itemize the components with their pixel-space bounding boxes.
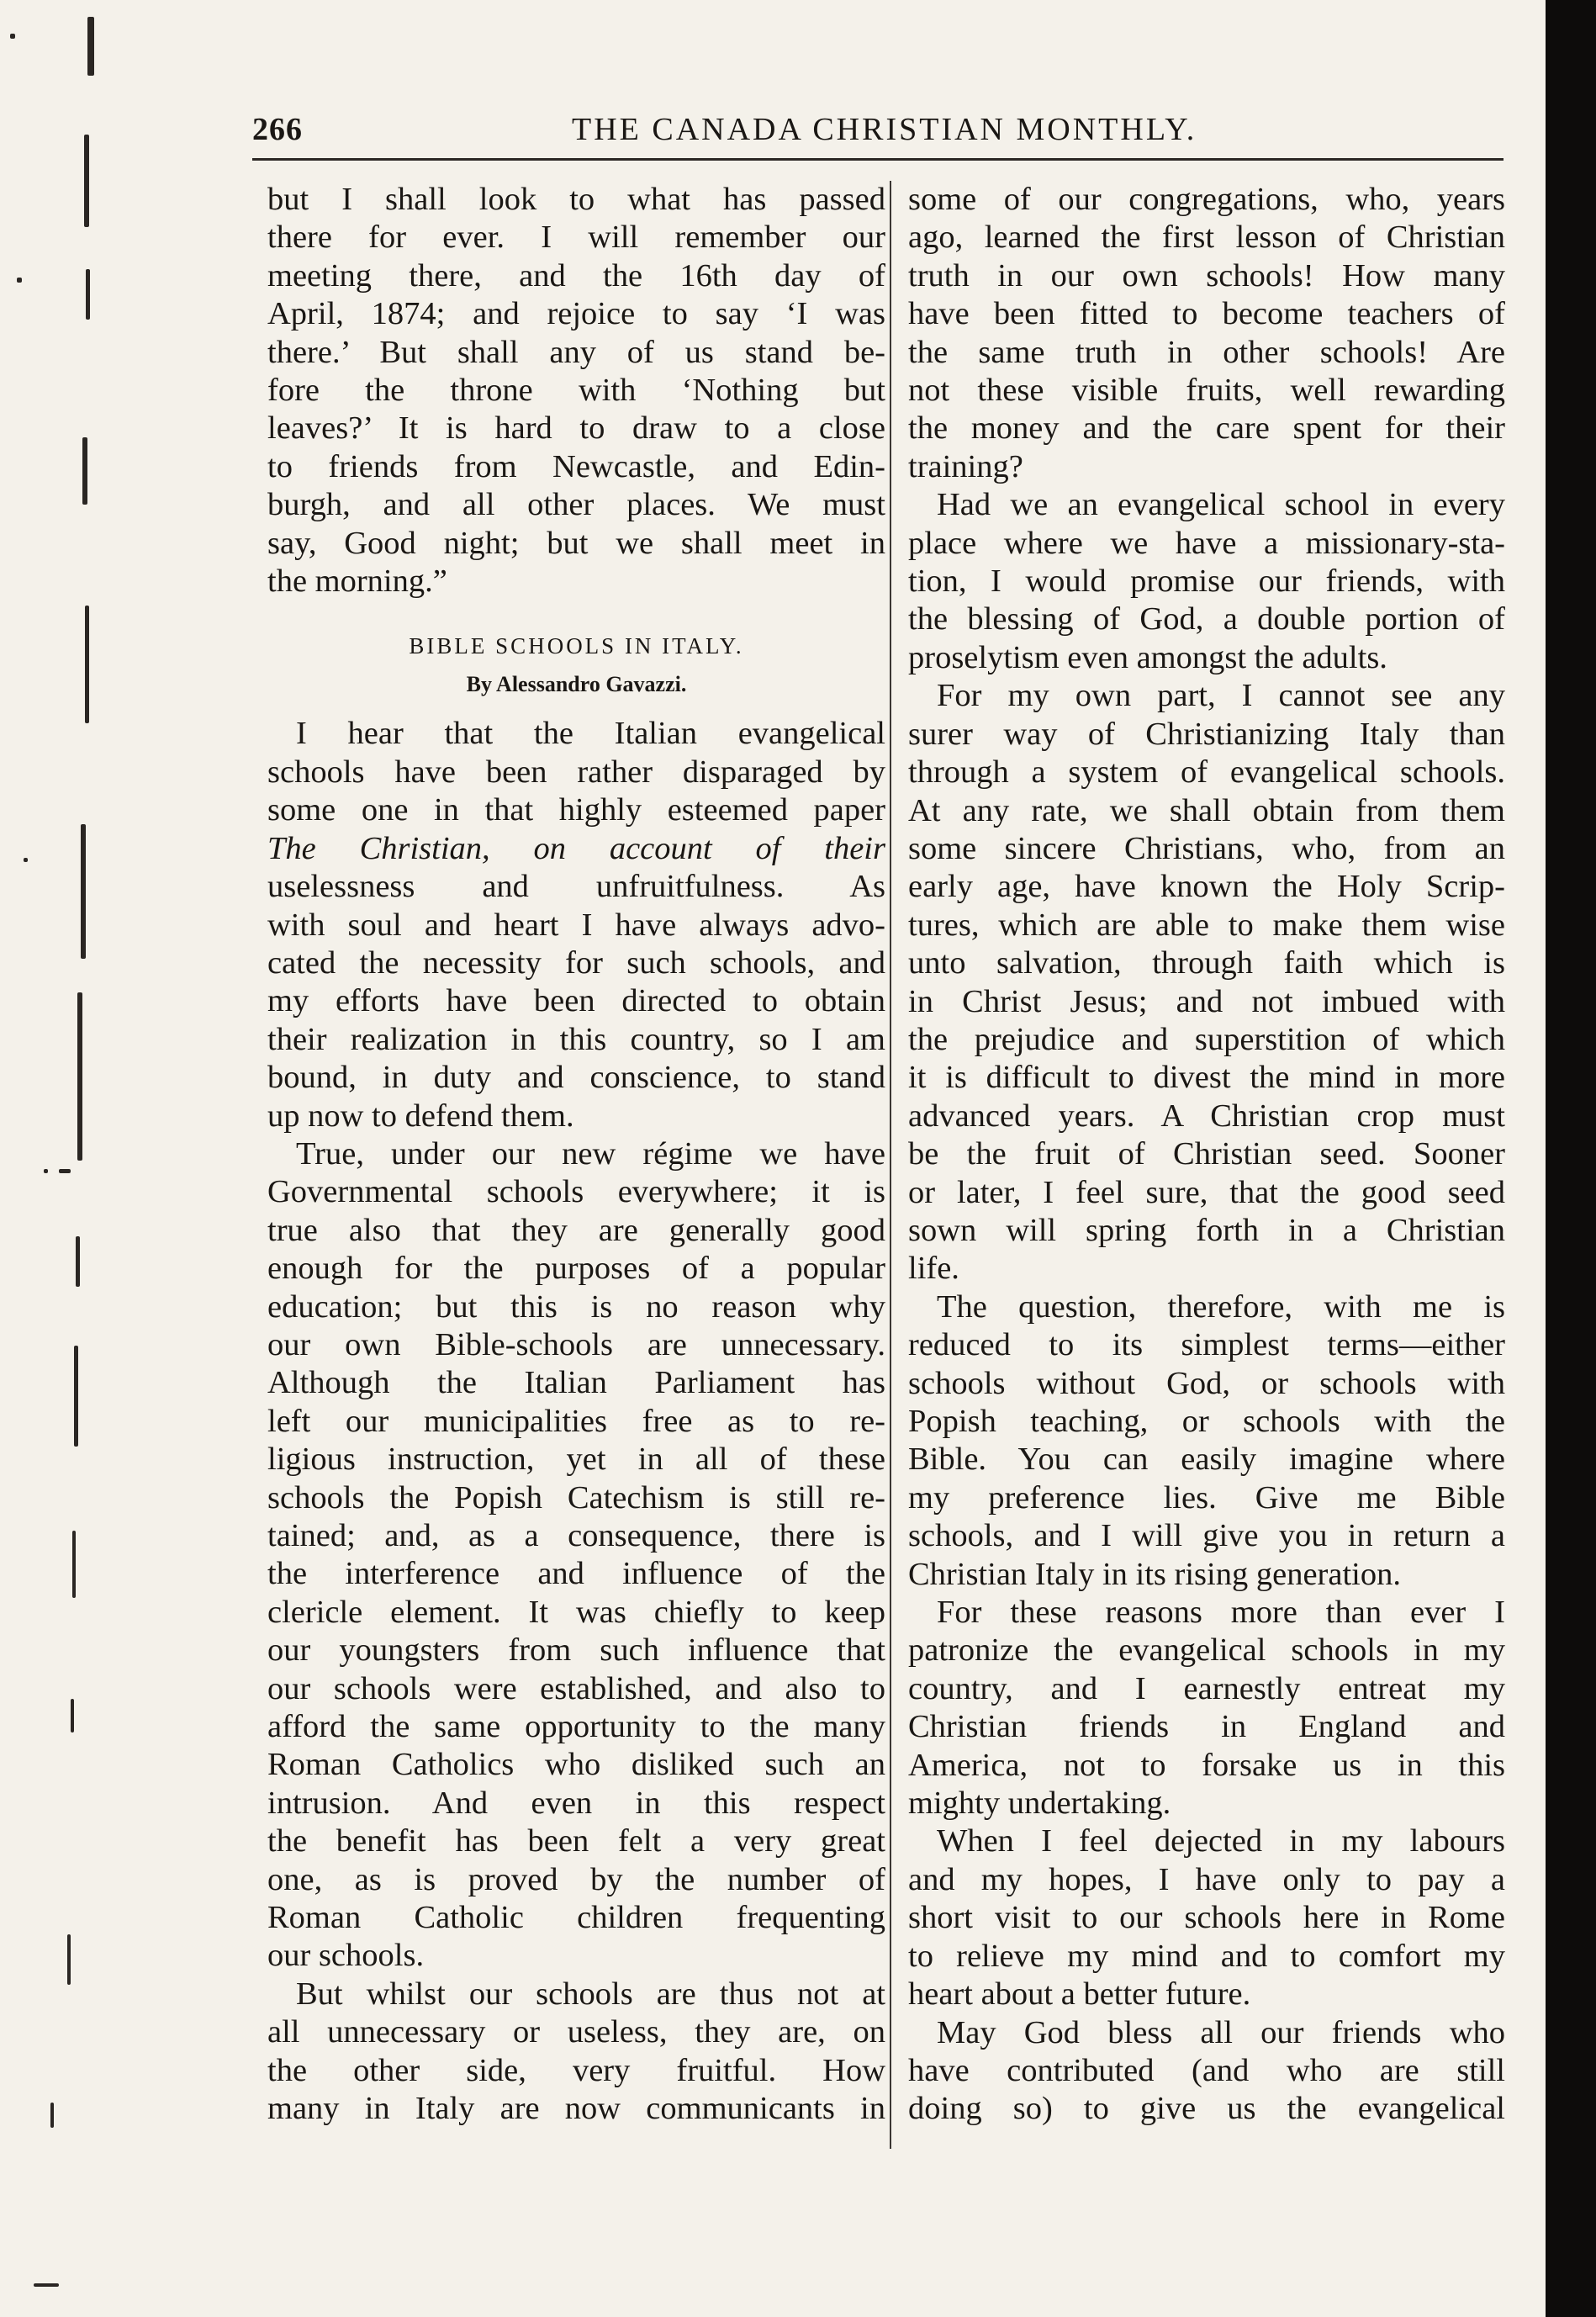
header-rule — [252, 158, 1504, 161]
page-number: 266 — [252, 112, 303, 147]
running-header — [252, 111, 1504, 161]
article-paragraph: But whilst our schools are thus not at all unnecessary or useless, they are, on the other side, very fruitful. How many in Italy are now communicants in — [267, 1976, 885, 2127]
article-paragraph: For these reasons more than ever I patronize the evangelical schools in my country, and I earnestly entreat my Christian friends in England and America, not to forsake us in this mighty undertaking. — [908, 1595, 1505, 1822]
article-paragraph: schools have been rather disparaged by some one in that highly esteemed paper The Christian, on account of their uselessness and unfruitfulness. As with soul and heart I have always advo- cated the necessity for such schools, and my efforts have been directed to obtain their realization in this country, so I am bound, in duty and conscience, to stand up now to defend them. — [267, 754, 885, 1134]
article-paragraph: When I feel dejected in my labours and my hopes, I have only to pay a short visit to our schools here in Rome to relieve my mind and to comfort my heart about a better future. — [908, 1823, 1505, 2013]
page-binding-edge — [0, 0, 101, 2317]
article-paragraph: I hear that the Italian evangelical — [296, 716, 885, 752]
page-edge-shadow — [1546, 0, 1596, 2317]
article-paragraph: The question, therefore, with me is reduced to its simplest terms—either schools without God, or schools with Popish teaching, or schools with the Bible. You can easily imagine where my preference lies. Give me Bible schools, and I will give you in return a Christian Italy in its rising generation. — [908, 1288, 1505, 1592]
left-column — [267, 181, 885, 2129]
column-rule — [890, 181, 891, 2149]
article-paragraph: True, under our new régime we have Governmental schools everywhere; it is true also that they are generally good enough for the purposes of a popular education; but this is no reason why our own Bible-schools are unnecessary. Although the Italian Parliament has left our municipalities free as to re- ligious instruction, yet in all of these schools the Popish Catechism is still re- tained; and, as a consequence, there is the interference and influence of the clericle element. It was chiefly to keep our youngsters from such influence that our schools were established, and also to afford the same opportunity to the many Roman Catholics who disliked such an intrusion. And even in this respect the benefit has been felt a very great one, as is proved by the number of Roman Catholic children frequenting our schools. — [267, 1135, 885, 1974]
article-paragraph: Had we an evangelical school in every place where we have a missionary-sta- tion, I would promise our friends, with the blessing of God, a double portion of proselytism even amongst the adults. — [908, 487, 1505, 675]
running-title: THE CANADA CHRISTIAN MONTHLY. — [572, 112, 1197, 147]
byline: By Alessandro Gavazzi. — [466, 672, 687, 697]
continuation-paragraph: but I shall look to what has passed there for ever. I will remember our meeting there, and the 16th day of April, 1874; and rejoice to say ‘I was there.’ But shall any of us stand be- fore the throne with ‘Nothing but leaves?’ It is hard to draw to a close to friends from Newcastle, and Edin- burgh, and all other places. We must say, Good night; but we shall meet in the morning.” — [267, 182, 885, 600]
article-paragraph: May God bless all our friends who have contributed (and who are still doing so) to give us the evangelical — [908, 2014, 1505, 2127]
right-column — [908, 181, 1505, 2129]
article-paragraph: some of our congregations, who, years ago, learned the first lesson of Christian truth in our own schools! How many have been fitted to become teachers of the same truth in other schools! Are not these visible fruits, well rewarding the money and the care spent for their training? — [908, 182, 1505, 484]
article-paragraph: For my own part, I cannot see any surer way of Christianizing Italy than through a system of evangelical schools. At any rate, we shall obtain from them some sincere Christians, who, from an early age, have known the Holy Scrip- tures, which are able to make them wise unto salvation, through faith which is in Christ Jesus; and not imbued with the prejudice and superstition of which it is difficult to divest the mind in more advanced years. A Christian crop must be the fruit of Christian seed. Sooner or later, I feel sure, that the good seed sown will spring forth in a Christian life. — [908, 678, 1505, 1287]
section-heading: BIBLE SCHOOLS IN ITALY. — [409, 633, 744, 659]
